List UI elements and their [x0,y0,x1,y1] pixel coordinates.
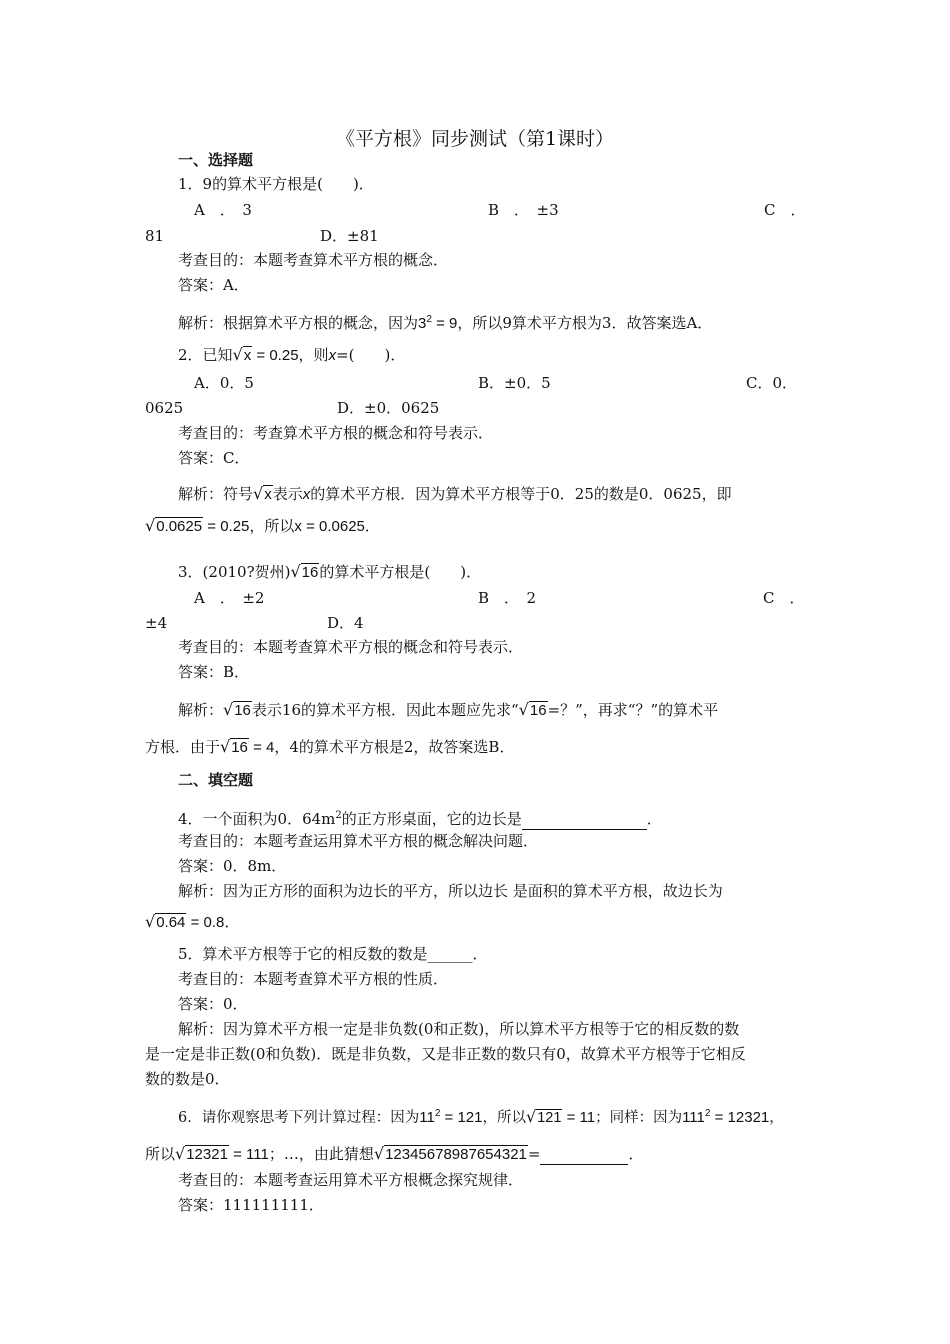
section-heading-fill: 二、填空题 [178,771,254,789]
q5-analysis-line-2: 是一定是非正数(0和负数)．既是非负数，又是非正数的数只有0，故算术平方根等于它相反 [145,1045,746,1063]
q2-ana-result: x = 0.0625 [294,518,365,535]
radical-sign: √ [223,700,234,719]
q6-m1-eq: = 121 [440,1109,483,1126]
q2-stem-text-1: 2．已知 [178,346,233,364]
q2-option-c: C．0． [746,374,798,392]
q1-analysis-text-2: ，所以9算术平方根为3．故答案选A． [457,314,713,332]
radical-sign: √ [175,1144,186,1163]
q3-ana-sqrt2-radicand: 16 [529,702,547,719]
q3-stem-text-2: 的算术平方根是( )． [319,563,482,581]
q6-text-2: ，所以 [482,1110,526,1126]
q6-m3-base: 111 [682,1109,705,1126]
q6-math-1 [419,1109,482,1126]
q2-purpose: 考查目的：考查算术平方根的概念和符号表示． [178,424,494,442]
q3-ana-sqrt3-radicand: 16 [231,739,248,756]
q6-purpose: 考查目的：本题考查运用算术平方根概念探究规律． [178,1171,524,1189]
q6-stem-line-1 [178,1104,784,1128]
q1-option-d: D．±81 [320,227,379,245]
q3-answer: 答案：B． [178,663,250,681]
q4-stem-text-1: 4．一个面积为0．64m [178,810,336,828]
q3-option-b: B ． 2 [478,589,537,607]
q6-m3-eq: = 12321 [710,1109,770,1126]
q1-purpose: 考查目的：本题考查算术平方根的概念． [178,251,449,269]
q3-stem [178,562,481,583]
q2-ana-sqrt-radicand: x [264,486,272,503]
q3-option-c: C ． [763,589,805,607]
radical-sign: √ [145,516,156,535]
q4-ana-eq: = 0.8 [186,914,225,931]
q5-purpose: 考查目的：本题考查算术平方根的性质． [178,970,449,988]
page-title: 《平方根》同步测试（第1课时） [335,128,615,150]
q2-analysis-line-1 [178,484,732,505]
q2-analysis-line-2 [145,516,380,537]
q1-analysis [178,310,712,334]
q3-option-d: D．4 [327,614,364,632]
q2-ana-x: x [302,486,311,503]
q2-ana-sqrt-2 [145,516,203,537]
q1-answer: 答案：A． [178,276,249,294]
q6-text-8: ． [628,1145,644,1163]
radical-sign: √ [253,484,264,503]
q6-text-3: ；同样：因为 [595,1110,683,1126]
radical-sign: √ [373,1144,385,1163]
q3-stem-text-1: 3．(2010?贺州) [178,563,291,581]
q6-answer-blank[interactable] [540,1144,628,1165]
q2-ana-sqrt-x [253,484,273,505]
radical-sign: √ [145,912,156,931]
q6-m1-base: 11 [419,1109,435,1126]
q4-exp: 2 [335,810,342,821]
q5-stem: 5．算术平方根等于它的相反数的数是______． [178,945,488,963]
q2-stem-text-2: ，则 [298,346,329,364]
q2-option-b: B．±0．5 [478,374,551,392]
q2-x: x [328,347,337,364]
q3-sqrt-16 [290,562,319,583]
q2-sqrt-x-radicand: x [243,347,252,364]
q3-option-a: A ． ±2 [194,589,265,607]
q6-m1-exp: 2 [434,1108,441,1119]
q6-sqrt-12321 [175,1144,229,1165]
q3-ana-text-1: 解析： [178,701,224,719]
q3-ana-sqrt-radicand: 16 [234,702,251,719]
q6-text-5: 所以 [145,1145,176,1163]
q6-sqrt-guess-radicand: 12345678987654321 [385,1146,527,1163]
q6-text-1: 6．请你观察思考下列计算过程：因为 [178,1110,420,1126]
q2-eq: = 0.25 [252,347,299,364]
q6-text-6: ；…，由此猜想 [268,1145,374,1163]
q6-sqrt-12321-radicand: 12321 [186,1146,228,1163]
q4-analysis-line-1: 解析：因为正方形的面积为边长的平方，所以边长 是面积的算术平方根，故边长为 [178,882,723,900]
q2-option-d: D．±0．0625 [337,399,440,417]
q4-stem [178,806,662,830]
q6-m4-eq: = 111 [228,1146,269,1163]
q1-stem: 1．9的算术平方根是( )． [178,175,374,193]
q3-analysis-line-2 [145,737,514,758]
q1-option-c-value: 81 [145,227,165,245]
q3-analysis-line-1 [178,700,718,721]
q1-analysis-math [418,315,457,332]
q6-sqrt-guess [374,1144,528,1165]
q6-m2-eq: = 11 [562,1109,596,1126]
q2-stem-text-3: =( )． [336,346,406,364]
q1-option-c: C ． [764,201,806,219]
radical-sign: √ [232,345,243,364]
q2-ana-text-1: 解析：符号 [178,485,254,503]
q2-ana-text-4: ，所以 [249,517,295,535]
q1-math-base: 3 [418,315,427,332]
q4-stem-text-2: 的正方形桌面，它的边长是 [341,810,522,828]
q1-analysis-text-1: 解析：根据算术平方根的概念，因为 [178,314,419,332]
q4-stem-text-3: ． [646,810,662,828]
q4-ana-text-2: ． [224,913,240,931]
radical-sign: √ [290,562,301,581]
q6-sqrt-121-radicand: 121 [537,1110,562,1126]
q3-ana-sqrt-2 [519,700,548,721]
q2-stem [178,345,405,366]
q5-analysis-line-1: 解析：因为算术平方根一定是非负数(0和正数)，所以算术平方根等于它的相反数的数 [178,1020,740,1038]
q1-option-a: A ． 3 [194,201,252,219]
q1-option-b: B ． ±3 [488,201,559,219]
q2-option-c-value: 0625 [145,399,184,417]
q2-ana-text-5: ． [364,517,380,535]
radical-sign: √ [526,1107,537,1126]
q1-math-exp: 2 [426,314,432,325]
q3-ana-text-3: =？”，再求“？”的算术平 [547,701,719,719]
q6-stem-line-2 [145,1144,643,1165]
q3-ana-text-5: ，4的算术平方根是2，故答案选B． [274,738,515,756]
q6-text-4: ， [769,1110,784,1126]
q3-ana-text-2: 表示16的算术平方根．因此本题应先求“ [251,701,519,719]
q6-m3-exp: 2 [704,1108,711,1119]
q5-analysis-line-3: 数的数是0． [145,1070,230,1088]
q6-text-7: = [527,1145,541,1163]
q3-ana-eq: = 4 [248,739,275,756]
q3-ana-sqrt-3 [220,737,249,758]
q2-option-a: A．0．5 [194,374,254,392]
q4-ana-sqrt [145,912,186,933]
q6-sqrt-121 [526,1107,562,1128]
q3-purpose: 考查目的：本题考查算术平方根的概念和符号表示． [178,638,524,656]
q4-answer-blank[interactable] [522,809,647,830]
q2-ana-eq2: = 0.25 [203,518,250,535]
q2-ana-text-2: 表示 [272,485,303,503]
q6-math-3 [682,1109,769,1126]
q2-ana-text-3: 的算术平方根．因为算术平方根等于0．25的数是0．0625，即 [310,485,732,503]
q2-sqrt-x [233,345,253,366]
radical-sign: √ [518,700,529,719]
q4-ana-sqrt-radicand: 0.64 [156,914,186,931]
q3-option-c-value: ±4 [145,614,168,632]
section-heading-choice: 一、选择题 [178,151,254,169]
q3-ana-sqrt [223,700,252,721]
q5-answer: 答案：0． [178,995,248,1013]
q3-sqrt-radicand: 16 [301,564,319,581]
q4-analysis-line-2 [145,912,239,933]
q2-ana-sqrt2-radicand: 0.0625 [156,518,203,535]
q2-answer: 答案：C． [178,449,250,467]
radical-sign: √ [220,737,231,756]
q4-purpose: 考查目的：本题考查运用算术平方根的概念解决问题． [178,832,539,850]
q4-answer: 答案：0．8m． [178,857,287,875]
q6-answer: 答案：111111111． [178,1196,324,1214]
q3-ana-text-4: 方根．由于 [145,738,221,756]
q1-math-eq: = 9 [431,315,458,332]
